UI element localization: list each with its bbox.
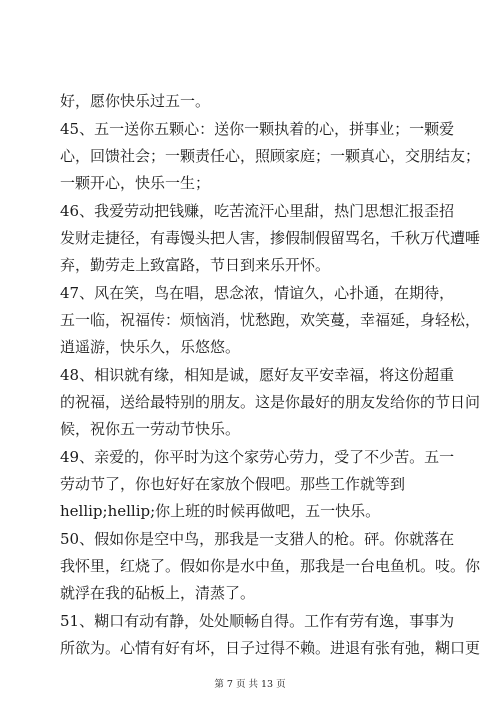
text-line: 候，祝你五一劳动节快乐。	[60, 420, 241, 438]
text-line: 心，回馈社会；一颗责任心，照顾家庭；一颗真心，交朋结友；	[60, 147, 481, 165]
text-line: hellip;hellip;你上班的时候再做吧，五一快乐。	[60, 502, 381, 520]
text-line: 所欲为。心情有好有坏，日子过得不赖。进退有张有弛，糊口更	[60, 639, 481, 657]
text-line: 五一临，祝福传：烦恼消，忧愁跑，欢笑蔓，幸福延，身轻松，	[60, 311, 481, 329]
text-line: 的祝福，送给最特别的朋友。这是你最好的朋友发给你的节日问	[60, 393, 481, 411]
text-line: 就浮在我的砧板上，清蒸了。	[60, 584, 256, 602]
text-line: 我怀里，红烧了。假如你是水中鱼，那我是一台电鱼机。吱。你	[60, 557, 481, 575]
text-line: 好，愿你快乐过五一。	[60, 92, 211, 110]
text-line: 劳动节了，你也好好在家放个假吧。那些工作就等到	[60, 475, 406, 493]
text-line: 50、假如你是空中鸟，那我是一支猎人的枪。砰。你就落在	[60, 530, 455, 548]
text-line: 48、相识就有缘，相知是诚，愿好友平安幸福，将这份超重	[60, 366, 455, 384]
text-line: 47、风在笑，鸟在唱，思念浓，情谊久，心扑通，在期待，	[60, 284, 455, 302]
text-line: 45、五一送你五颗心：送你一颗执着的心，拼事业；一颗爱	[60, 120, 455, 138]
text-line: 46、我爱劳动把钱赚，吃苦流汗心里甜，热门思想汇报歪招	[60, 202, 455, 220]
text-line: 发财走捷径，有毒馒头把人害，掺假制假留骂名，千秋万代遭唾	[60, 229, 481, 247]
page-footer: 第 7 页 共 13 页	[214, 679, 286, 690]
text-line: 一颗开心，快乐一生；	[60, 174, 211, 192]
text-line: 49、亲爱的，你平时为这个家劳心劳力，受了不少苦。五一	[60, 448, 455, 466]
text-line: 51、糊口有动有静，处处顺畅自得。工作有劳有逸，事事为	[60, 612, 455, 630]
text-line: 逍遥游，快乐久，乐悠悠。	[60, 338, 241, 356]
text-line: 弃，勤劳走上致富路，节日到来乐开怀。	[60, 256, 331, 274]
